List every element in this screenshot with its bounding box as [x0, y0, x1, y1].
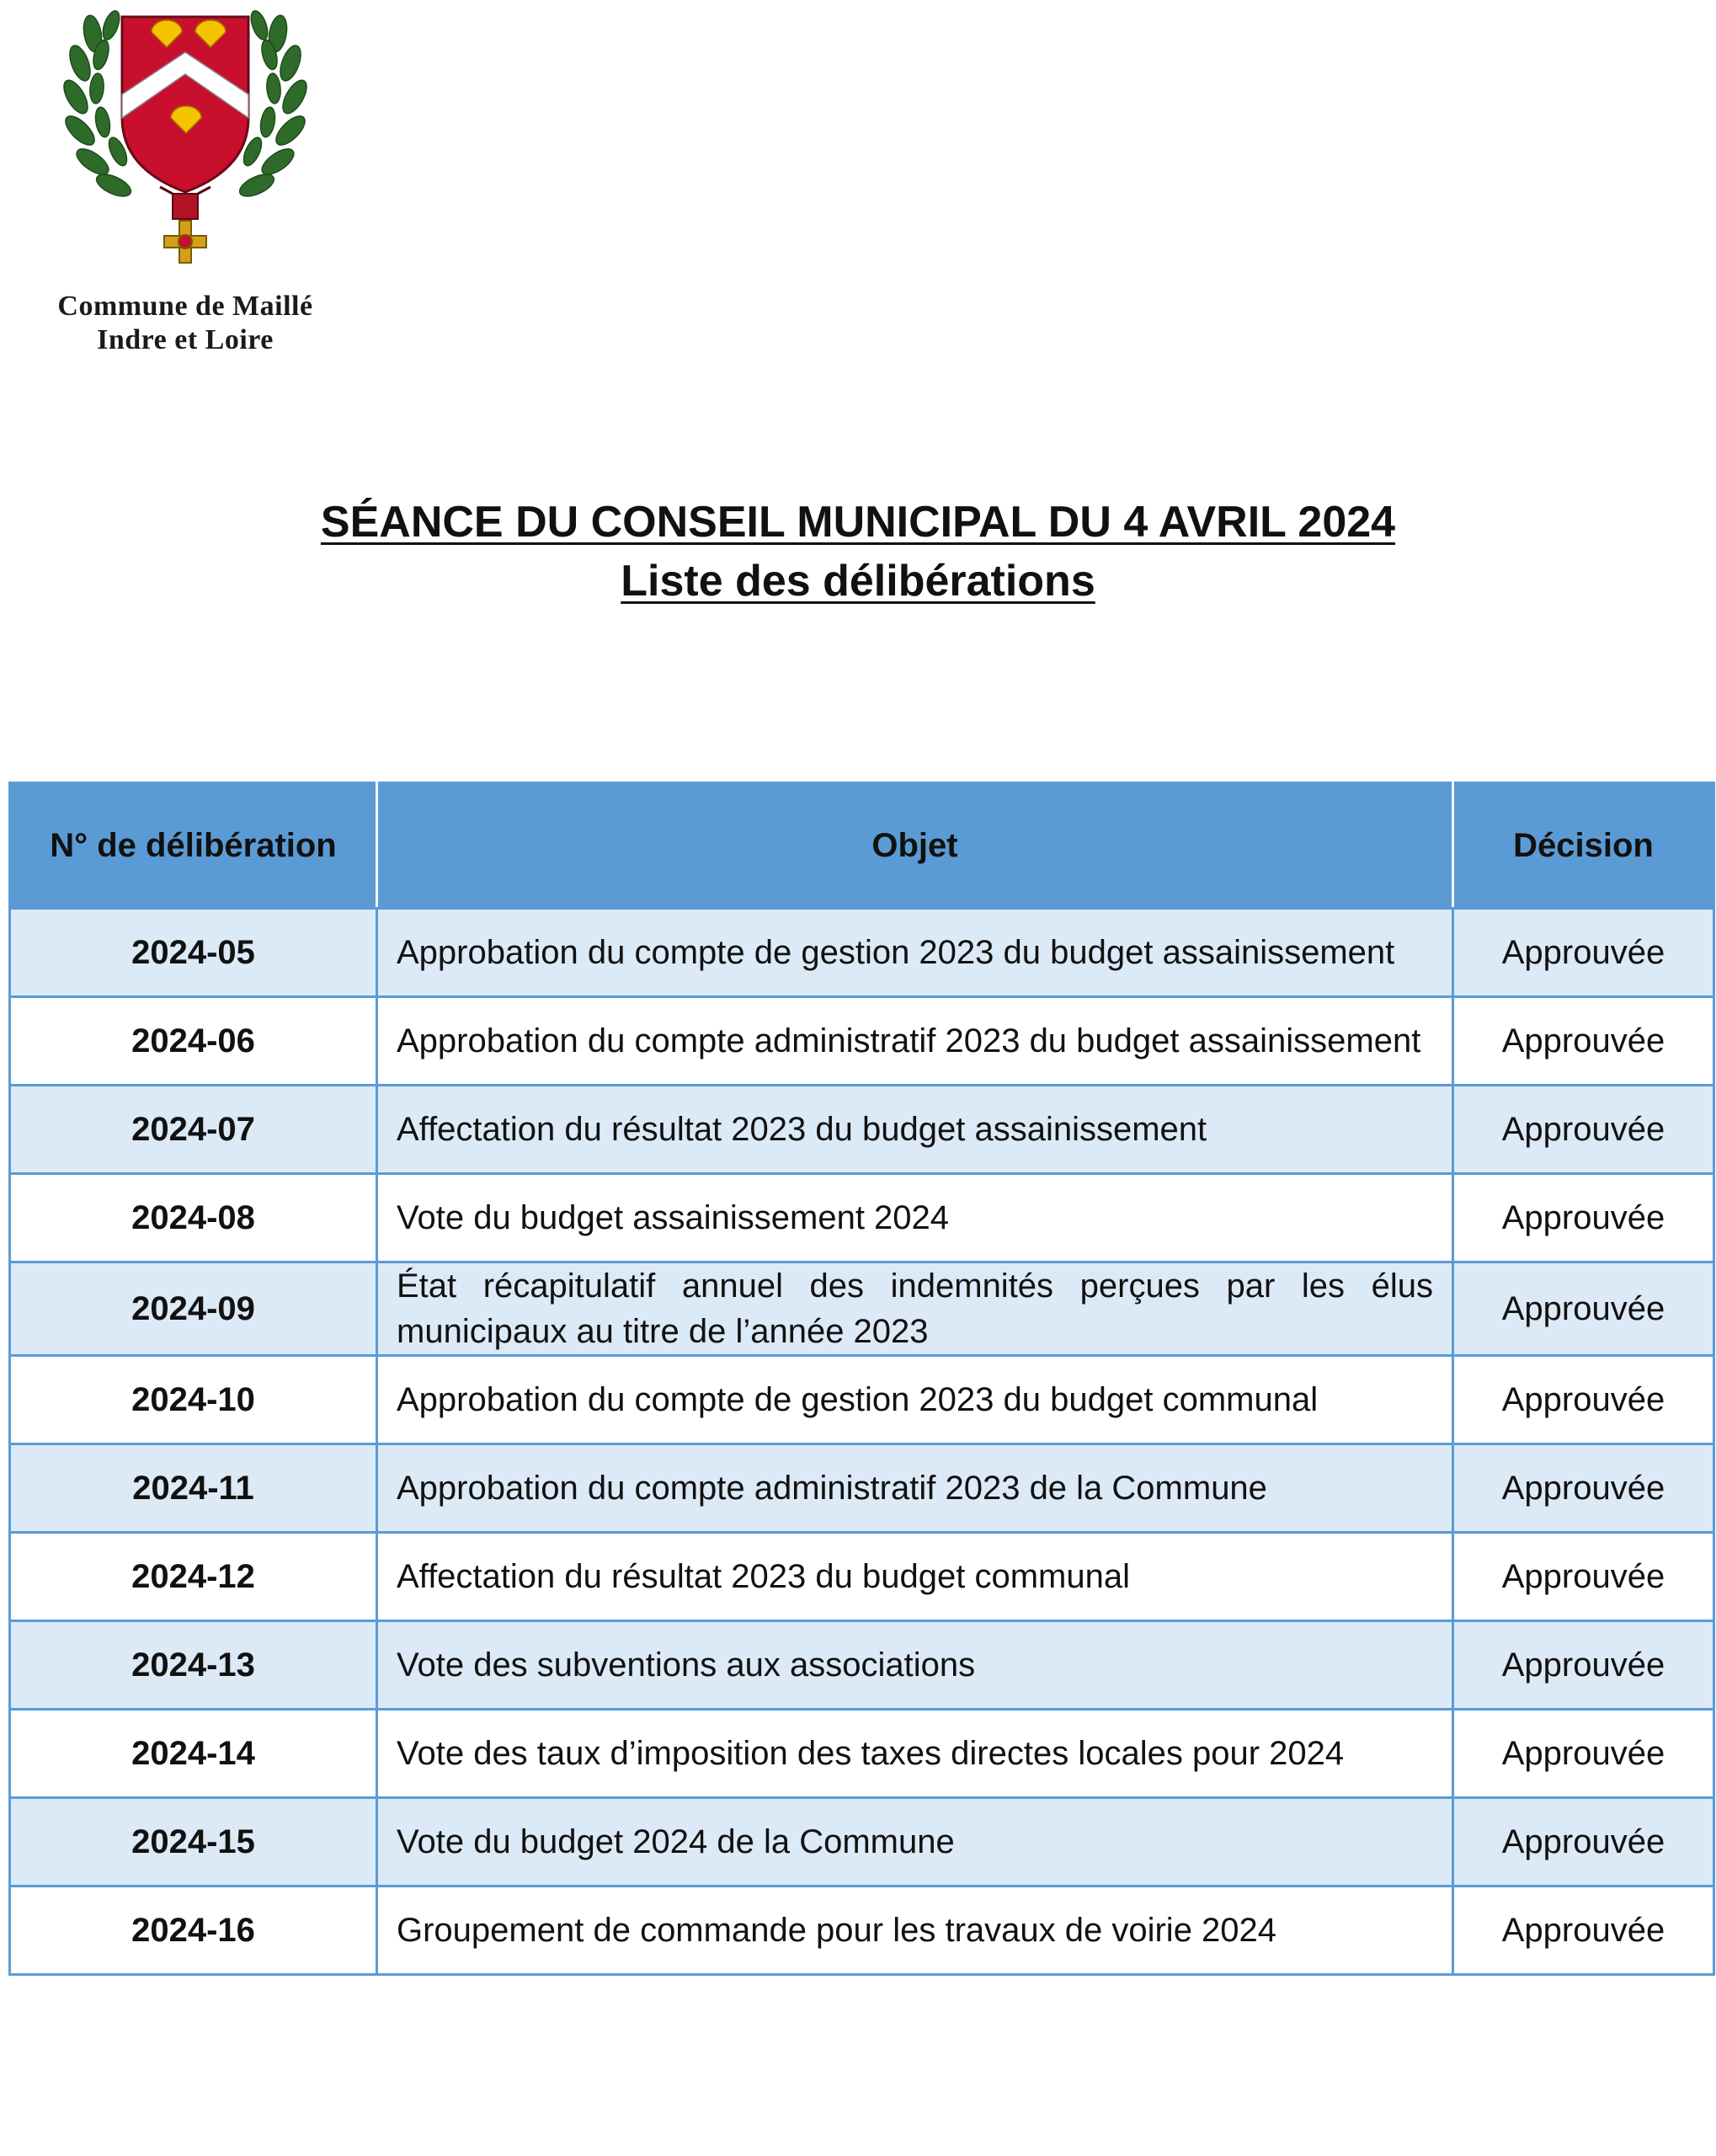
table-row	[10, 1533, 1714, 1621]
deliberation-object: Approbation du compte administratif 2023 de la Commune	[377, 1444, 1453, 1533]
column-header-number: N° de délibération	[10, 783, 377, 909]
deliberation-number: 2024-07	[10, 1086, 377, 1174]
deliberation-object: Approbation du compte de gestion 2023 du budget assainissement	[377, 909, 1453, 997]
deliberation-number: 2024-15	[10, 1798, 377, 1886]
deliberation-number: 2024-14	[10, 1710, 377, 1798]
deliberation-object: Approbation du compte administratif 2023 du budget assainissement	[377, 997, 1453, 1086]
table-row	[10, 1356, 1714, 1444]
table-row	[10, 1086, 1714, 1174]
table-row	[10, 1710, 1714, 1798]
deliberation-number: 2024-13	[10, 1621, 377, 1710]
coat-of-arms-icon	[34, 0, 337, 286]
deliberation-decision: Approuvée	[1453, 1444, 1714, 1533]
deliberation-number: 2024-08	[10, 1174, 377, 1262]
deliberation-decision: Approuvée	[1453, 1262, 1714, 1356]
deliberation-number: 2024-06	[10, 997, 377, 1086]
deliberation-object: Vote des subventions aux associations	[377, 1621, 1453, 1710]
commune-name: Commune de Maillé	[57, 291, 313, 322]
deliberation-object: Vote du budget 2024 de la Commune	[377, 1798, 1453, 1886]
table-row	[10, 1798, 1714, 1886]
deliberation-decision: Approuvée	[1453, 1356, 1714, 1444]
deliberation-decision: Approuvée	[1453, 1710, 1714, 1798]
deliberation-decision: Approuvée	[1453, 1798, 1714, 1886]
commune-department: Indre et Loire	[97, 324, 274, 355]
table-row	[10, 997, 1714, 1086]
deliberations-table-container	[8, 782, 1713, 1976]
deliberation-decision: Approuvée	[1453, 1886, 1714, 1975]
deliberation-number: 2024-10	[10, 1356, 377, 1444]
table-row	[10, 1444, 1714, 1533]
document-title	[0, 493, 1716, 611]
table-row	[10, 1174, 1714, 1262]
deliberation-number: 2024-05	[10, 909, 377, 997]
column-header-decision: Décision	[1453, 783, 1714, 909]
deliberation-decision: Approuvée	[1453, 1086, 1714, 1174]
table-row	[10, 909, 1714, 997]
deliberation-decision: Approuvée	[1453, 1533, 1714, 1621]
deliberation-decision: Approuvée	[1453, 997, 1714, 1086]
table-row	[10, 1886, 1714, 1975]
deliberation-object: Vote des taux d’imposition des taxes directes locales pour 2024	[377, 1710, 1453, 1798]
deliberation-object: Affectation du résultat 2023 du budget communal	[377, 1533, 1453, 1621]
column-header-object: Objet	[377, 783, 1453, 909]
deliberation-object: Groupement de commande pour les travaux de voirie 2024	[377, 1886, 1453, 1975]
deliberation-decision: Approuvée	[1453, 1621, 1714, 1710]
deliberation-object: Affectation du résultat 2023 du budget assainissement	[377, 1086, 1453, 1174]
page-title: SÉANCE DU CONSEIL MUNICIPAL DU 4 AVRIL 2024	[320, 498, 1396, 547]
table-row	[10, 1262, 1714, 1356]
deliberation-number: 2024-11	[10, 1444, 377, 1533]
deliberation-number: 2024-12	[10, 1533, 377, 1621]
deliberations-table	[8, 782, 1715, 1976]
table-row	[10, 1621, 1714, 1710]
commune-logo	[34, 0, 337, 371]
deliberation-object: Approbation du compte de gestion 2023 du budget communal	[377, 1356, 1453, 1444]
deliberation-number: 2024-09	[10, 1262, 377, 1356]
page-subtitle: Liste des délibérations	[621, 557, 1095, 606]
deliberation-decision: Approuvée	[1453, 909, 1714, 997]
deliberation-object: Vote du budget assainissement 2024	[377, 1174, 1453, 1262]
table-header-row	[10, 783, 1714, 909]
deliberation-number: 2024-16	[10, 1886, 377, 1975]
deliberation-decision: Approuvée	[1453, 1174, 1714, 1262]
deliberation-object: État récapitulatif annuel des indemnités perçues par les élus municipaux au titre de l’année 2023	[377, 1262, 1453, 1356]
